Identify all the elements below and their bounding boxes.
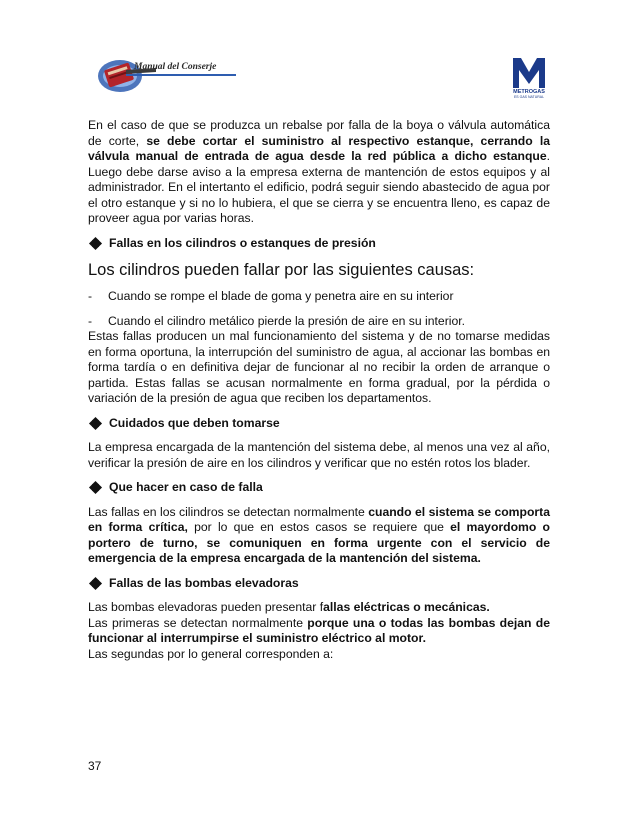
paragraph-fallas-criticas: Las fallas en los cilindros se detectan normalmente cuando el sistema se comporta en forma crítica, por lo que en estos casos se requiere que el mayordomo o portero de turno, se comuniquen en forma urgente con el servicio de emergencia de la empresa encargada de la mantención del sistema. — [88, 504, 550, 565]
paragraph-primeras: Las primeras se detectan normalmente porque una o todas las bombas dejan de funcionar al interrumpirse el suministro eléctrico al motor. — [88, 615, 550, 645]
page-header — [0, 0, 638, 110]
bullet-diamond-icon — [90, 238, 101, 249]
bullet-diamond-icon — [90, 418, 101, 429]
bullet-diamond-icon — [90, 578, 101, 589]
paragraph-mantencion: La empresa encargada de la mantención del sistema debe, al menos una vez al año, verificar la presión de aire en los cilindros y verificar que no estén rotos los blader. — [88, 440, 550, 470]
document-body — [88, 118, 550, 662]
logo-left-text: Manual del Conserje — [134, 62, 217, 72]
paragraph-bombas-fallas: Las bombas elevadoras pueden presentar fallas eléctricas o mecánicas. — [88, 600, 490, 614]
heading-que-hacer: Que hacer en caso de falla — [88, 480, 550, 496]
paragraph-segundas: Las segundas por lo general corresponden a: — [88, 646, 334, 661]
logo-right-sub: ES GAS NATURAL — [513, 95, 545, 99]
manual-del-conserje-logo — [96, 56, 246, 106]
heading-bombas: Fallas de las bombas elevadoras — [88, 576, 550, 592]
list-item-presion: - Cuando el cilindro metálico pierde la presión de aire en su interior. — [88, 313, 466, 328]
metrogas-m-icon — [511, 54, 547, 88]
heading-causas: Los cilindros pueden fallar por las siguientes causas: — [88, 261, 475, 279]
heading-cuidados: Cuidados que deben tomarse — [88, 416, 550, 432]
paragraph-rebalse: En el caso de que se produzca un rebalse por falla de la boya o válvula automática de corte, se debe cortar el suministro al respectivo estanque, cerrando la válvula manual de entrada de agua desde la red pública a dicho estanque. Luego debe darse aviso a la empresa externa de mantención de estos equipos y al administrador. En el intertanto el edificio, podrá seguir siendo abastecido de agua por el otro estanque y si no lo hubiera, el que se cierra y se encuentra lleno, es capaz de proveer agua por varias horas. — [88, 118, 551, 225]
page-number: 37 — [88, 759, 102, 773]
bullet-diamond-icon — [90, 482, 101, 493]
paragraph-fallas-producen: Estas fallas producen un mal funcionamiento del sistema y de no tomarse medidas en forma oportuna, la interrupción del suministro de agua, al accionar las bombas en forma tardía o en definitiva dejar de funcionar al no recibir la orden de arranque o partida. Estas fallas se acusan normalmente en forma gradual, por la pérdida o variación de la presión de agua que reciben los departamentos. — [88, 329, 550, 405]
metrogas-logo — [511, 54, 547, 102]
heading-fallas-cilindros: Fallas en los cilindros o estanques de presión — [88, 236, 550, 252]
list-item-blade: - Cuando se rompe el blade de goma y penetra aire en su interior — [88, 289, 454, 303]
logo-right-name: METROGAS — [513, 89, 545, 95]
